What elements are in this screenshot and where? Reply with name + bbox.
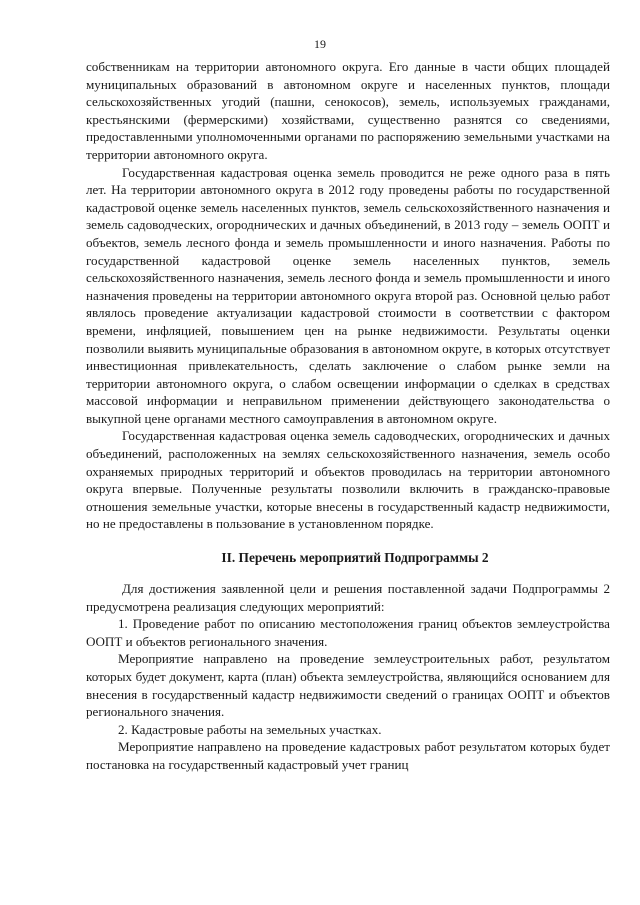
paragraph: Мероприятие направлено на проведение землеустроительных работ, результатом которых будет документ, карта (план) объекта землеустройства, являющийся основанием для внесения в государственный кадастр недвижимости сведений о границах ООПТ и объектов регионального значения. (86, 651, 610, 720)
list-item: 2. Кадастровые работы на земельных участках. (118, 721, 382, 737)
page-number: 19 (314, 37, 326, 51)
section-heading: II. Перечень мероприятий Подпрограммы 2 (221, 550, 489, 566)
paragraph: Для достижения заявленной цели и решения поставленной задачи Подпрограммы 2 предусмотрена реализация следующих мероприятий: (86, 581, 610, 614)
page-content (86, 58, 610, 774)
paragraph: Государственная кадастровая оценка земель проводится не реже одного раза в пять лет. На территории автономного округа в 2012 году проведены работы по государственной кадастровой оценке земель населенных пунктов, земель сельскохозяйственного назначения и земель садоводческих, огороднических и дачных объединений, в 2013 году – земель ООПТ и объектов, земель лесного фонда и земель промышленности и иного назначения. Работы по государственной кадастровой оценке земель населенных пунктов, земель сельскохозяйственного назначения, земель лесного фонда и земель промышленности и иного назначения проведены на территории автономного округа второй раз. Основной целью работ являлось проведение актуализации кадастровой стоимости в соответствии с фактором времени, инфляцией, повышением цен на рынке недвижимости. Результаты оценки позволили выявить муниципальные образования в автономном округе, в которых отсутствует инвестиционная привлекательность, сделать заключение о слабом рынке земли на территории автономного округа, о слабом освещении информации о сделках в средствах массовой информации и неправильном применении действующего законодательства о выкупной цене органами местного самоуправления в автономном округе. (86, 164, 610, 426)
paragraph: Государственная кадастровая оценка земель садоводческих, огороднических и дачных объединений, расположенных на землях сельскохозяйственного назначения, земель особо охраняемых природных территорий и объектов проводилась на территории автономного округа впервые. Полученные результаты позволили включить в гражданско-правовые отношения земельные участки, которые внесены в государственный кадастр недвижимости, но не предоставлены в пользование в установленном порядке. (86, 428, 610, 532)
list-item: 1. Проведение работ по описанию местоположения границ объектов землеустройства ООПТ и объектов регионального значения. (86, 616, 610, 649)
paragraph: Мероприятие направлено на проведение кадастровых работ результатом которых будет постановка на государственный кадастровый учет границ (86, 739, 610, 772)
paragraph: собственникам на территории автономного округа. Его данные в части общих площадей муниципальных образований в автономном округе и населенных пунктов, площади сельскохозяйственных угодий (пашни, сенокосов), земель, используемых гражданами, крестьянскими (фермерскими) хозяйствами, существенно разнятся со сведениями, предоставленными уполномоченными органами по распоряжению земельными участками на территории автономного округа. (86, 59, 610, 162)
